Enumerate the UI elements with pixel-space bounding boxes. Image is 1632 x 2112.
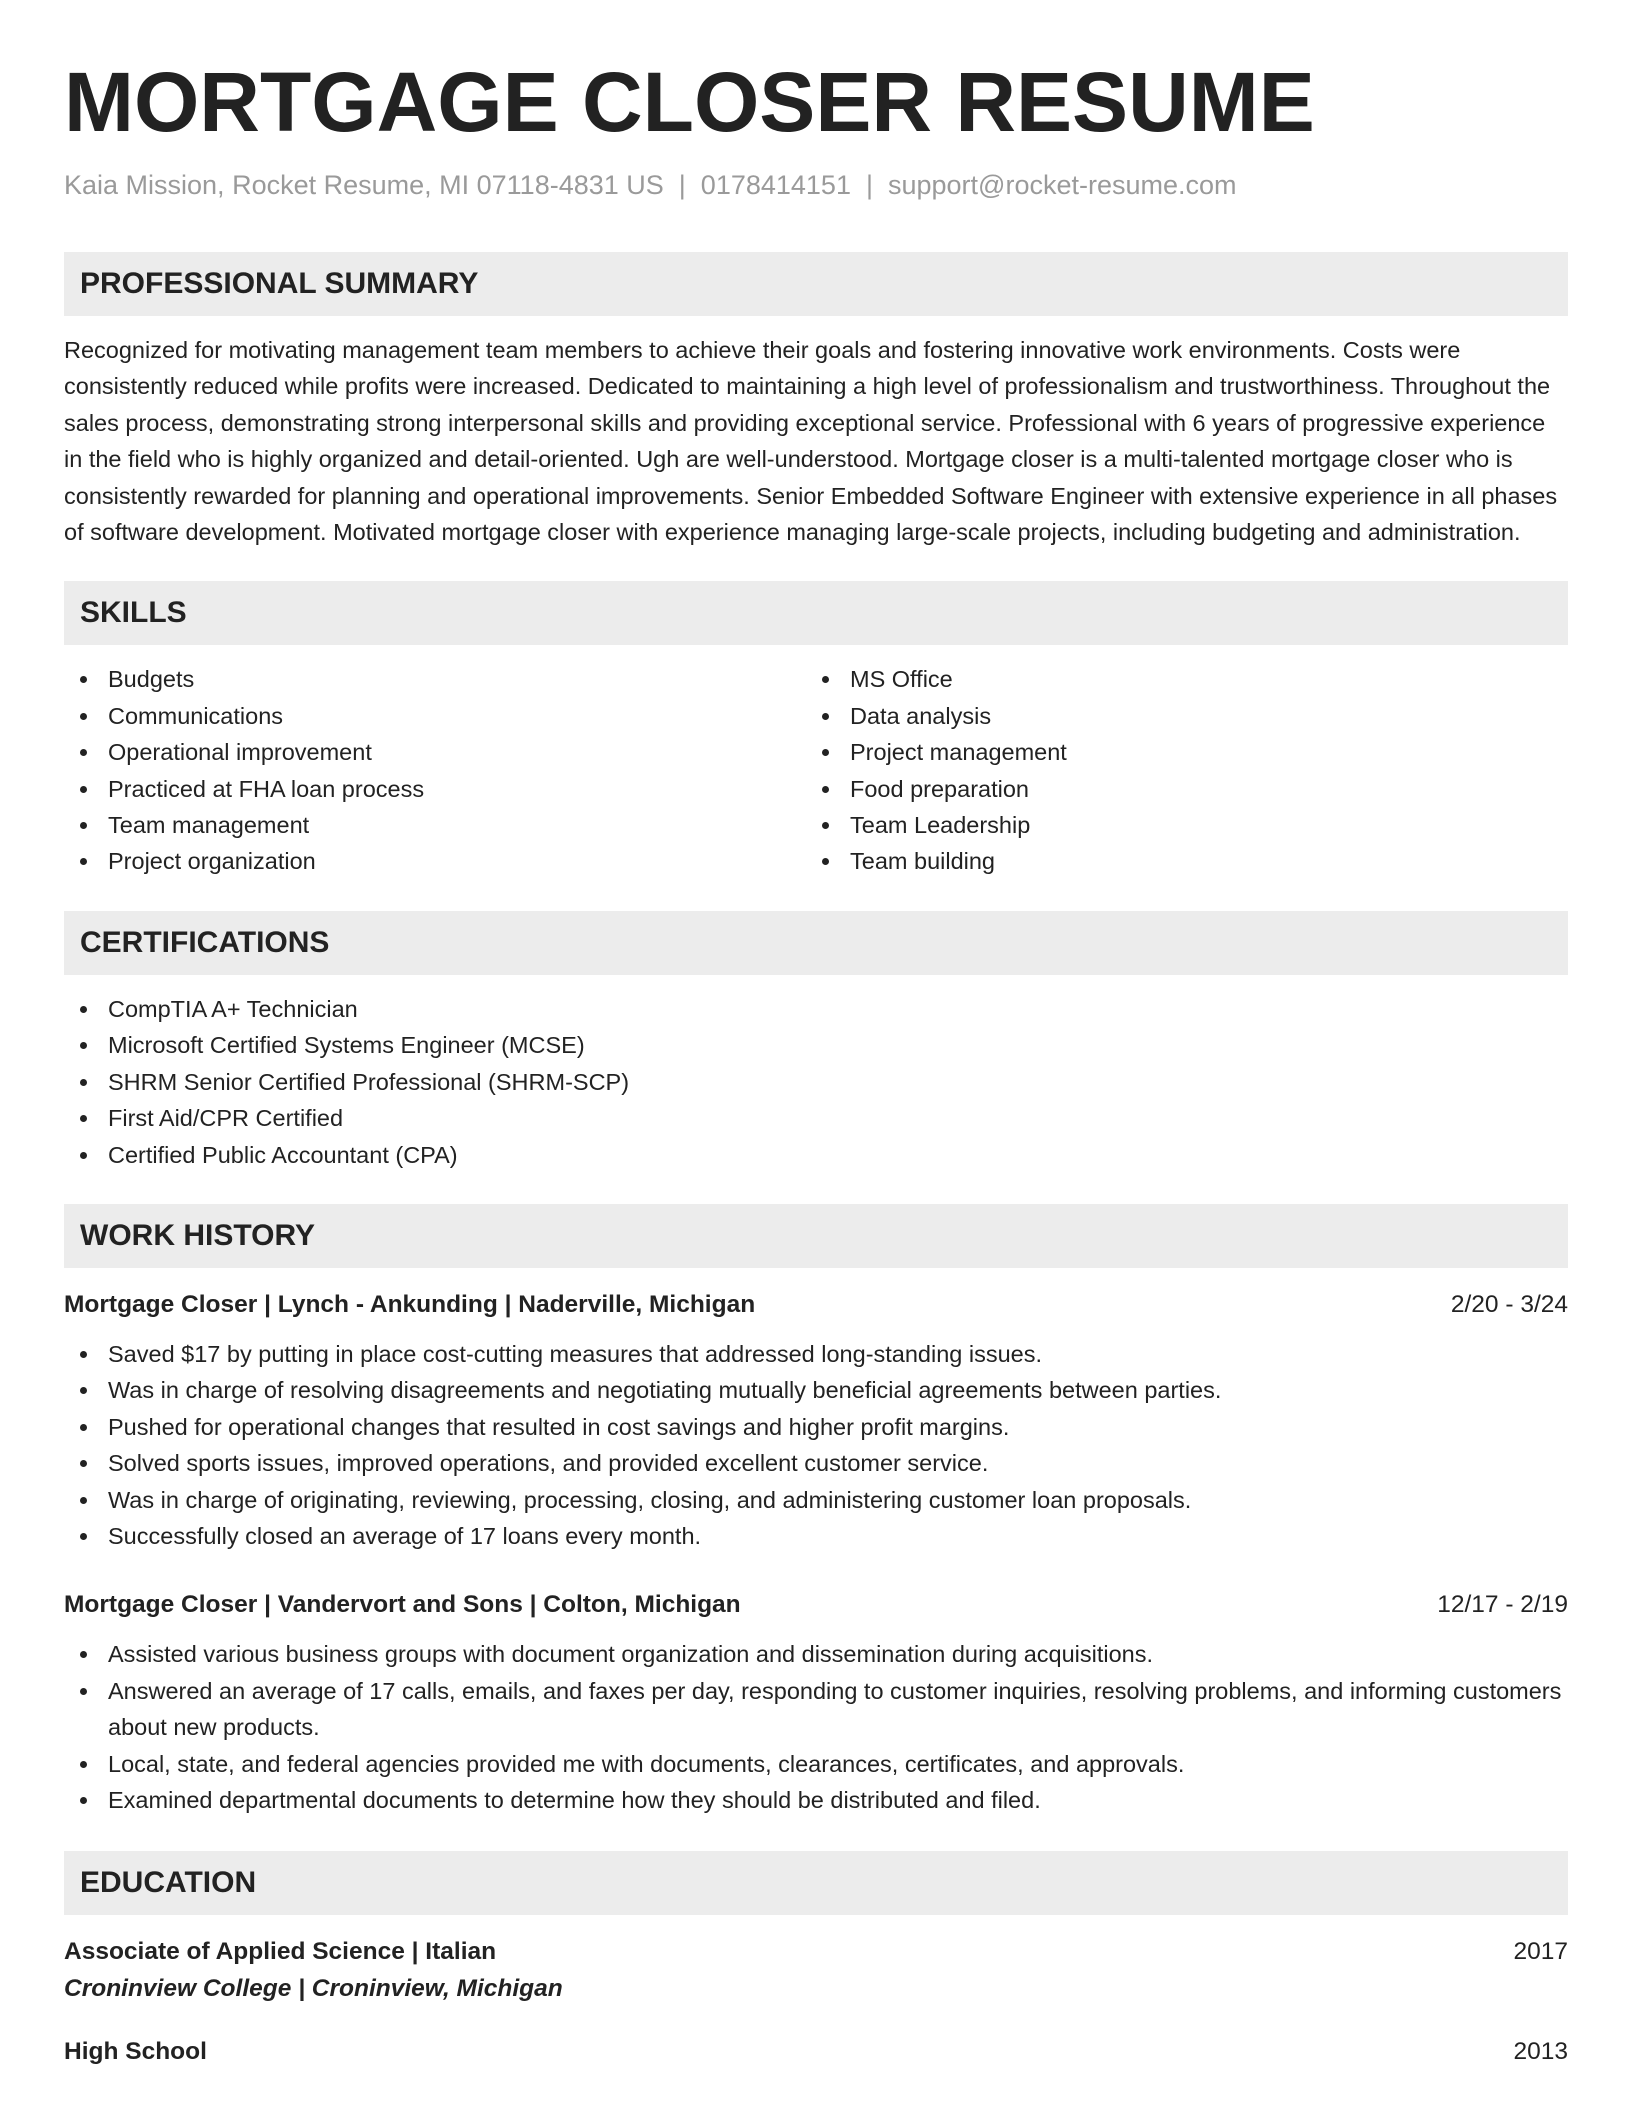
job-dates: 2/20 - 3/24: [1450, 1290, 1568, 1318]
contact-line: [64, 168, 1568, 202]
job-bullets: [64, 1636, 1568, 1818]
job-entry: [64, 1288, 1568, 1554]
section-heading-work-history: WORK HISTORY: [64, 1204, 1568, 1268]
section-heading-certifications: CERTIFICATIONS: [64, 911, 1568, 975]
education-degree: Associate of Applied Science | Italian: [64, 1938, 497, 1966]
list-item: First Aid/CPR Certified: [64, 1100, 1568, 1136]
list-item: Project management: [806, 734, 1548, 770]
education-year: 2017: [1513, 1938, 1568, 1966]
education-year: 2013: [1513, 2038, 1568, 2066]
skills-column-left: [64, 661, 806, 879]
list-item: Successfully closed an average of 17 loans every month.: [64, 1518, 1568, 1554]
section-heading-education: EDUCATION: [64, 1851, 1568, 1915]
list-item: MS Office: [806, 661, 1548, 697]
list-item: Answered an average of 17 calls, emails, and faxes per day, responding to customer inquiries, resolving problems, and informing customers about new products.: [64, 1673, 1568, 1746]
summary-text: Recognized for motivating management team members to achieve their goals and fostering innovative work environments. Costs were consistently reduced while profits were increased. Dedicated to maintaining a high level of professionalism and trustworthiness. Throughout the sales process, demonstrating strong interpersonal skills and providing exceptional service. Professional with 6 years of progressive experience in the field who is highly organized and detail-oriented. Ugh are well-understood. Mortgage closer is a multi-talented mortgage closer who is consistently rewarded for planning and operational improvements. Senior Embedded Software Engineer with extensive experience in all phases of software development. Motivated mortgage closer with experience managing large-scale projects, including budgeting and administration.: [64, 337, 1558, 546]
education-entry: [64, 2035, 1568, 2069]
list-item: Saved $17 by putting in place cost-cutting measures that addressed long-standing issues.: [64, 1336, 1568, 1372]
education-header: [64, 2035, 1568, 2069]
list-item: Project organization: [64, 843, 806, 879]
list-item: Budgets: [64, 661, 806, 697]
section-heading-summary: PROFESSIONAL SUMMARY: [64, 252, 1568, 316]
list-item: Examined departmental documents to determine how they should be distributed and filed.: [64, 1782, 1568, 1818]
contact-address: Kaia Mission, Rocket Resume, MI 07118-4831 US: [64, 170, 664, 200]
job-header: [64, 1288, 1568, 1322]
list-item: Was in charge of originating, reviewing, processing, closing, and administering customer loan proposals.: [64, 1482, 1568, 1518]
list-item: Food preparation: [806, 771, 1548, 807]
skills-list: [64, 661, 1568, 879]
list-item: Team building: [806, 843, 1548, 879]
list-item: Pushed for operational changes that resulted in cost savings and higher profit margins.: [64, 1409, 1568, 1445]
contact-email: support@rocket-resume.com: [887, 170, 1237, 200]
certifications-list: [64, 991, 1568, 1173]
job-header: [64, 1588, 1568, 1622]
list-item: Local, state, and federal agencies provided me with documents, clearances, certificates, and approvals.: [64, 1746, 1568, 1782]
list-item: Microsoft Certified Systems Engineer (MCSE): [64, 1027, 1568, 1063]
list-item: Was in charge of resolving disagreements and negotiating mutually beneficial agreements between parties.: [64, 1372, 1568, 1408]
job-title: Mortgage Closer | Vandervort and Sons | Colton, Michigan: [64, 1591, 741, 1619]
list-item: Solved sports issues, improved operations, and provided excellent customer service.: [64, 1445, 1568, 1481]
list-item: Operational improvement: [64, 734, 806, 770]
education-degree: High School: [64, 2038, 207, 2066]
contact-separator: |: [678, 170, 686, 200]
education-header: [64, 1935, 1568, 1969]
job-entry: [64, 1588, 1568, 1818]
job-title: Mortgage Closer | Lynch - Ankunding | Naderville, Michigan: [64, 1290, 756, 1318]
list-item: Practiced at FHA loan process: [64, 771, 806, 807]
page-title: MORTGAGE CLOSER RESUME: [64, 55, 1315, 149]
list-item: Communications: [64, 698, 806, 734]
section-heading-skills: SKILLS: [64, 581, 1568, 645]
education-school: Croninview College | Croninview, Michigan: [64, 1975, 563, 2003]
list-item: Certified Public Accountant (CPA): [64, 1137, 1568, 1173]
list-item: Team management: [64, 807, 806, 843]
skills-column-right: [806, 661, 1548, 879]
contact-phone: 0178414151: [700, 170, 851, 200]
education-entry: [64, 1935, 1568, 2009]
job-dates: 12/17 - 2/19: [1437, 1591, 1568, 1619]
list-item: SHRM Senior Certified Professional (SHRM-SCP): [64, 1064, 1568, 1100]
contact-separator: |: [865, 170, 873, 200]
list-item: CompTIA A+ Technician: [64, 991, 1568, 1027]
job-bullets: [64, 1336, 1568, 1554]
list-item: Team Leadership: [806, 807, 1548, 843]
list-item: Assisted various business groups with document organization and dissemination during acquisitions.: [64, 1636, 1568, 1672]
list-item: Data analysis: [806, 698, 1548, 734]
